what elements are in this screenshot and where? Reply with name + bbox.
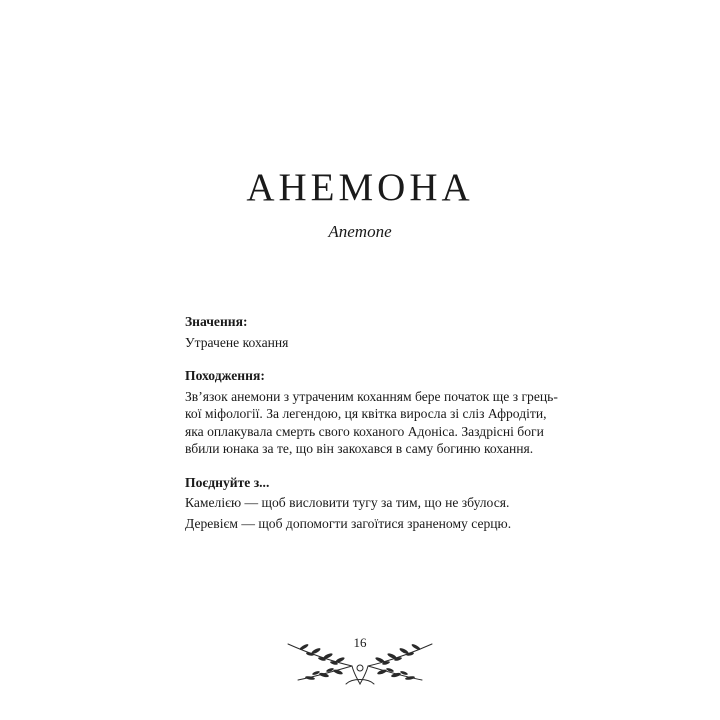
- pairing-heading: Поєднуйте з...: [185, 474, 270, 490]
- origin-line: Зв’язок анемони з утраченим коханням бере початок ще з грець-: [185, 388, 558, 404]
- latin-name: Anemone: [328, 222, 392, 241]
- page-number: 16: [353, 635, 367, 650]
- origin-line: кої міфології. За легендою, ця квітка виросла зі сліз Афродіти,: [185, 406, 547, 421]
- origin-text: [185, 388, 558, 458]
- meaning-heading: Значення:: [185, 314, 248, 329]
- pairing-line: Деревієм — щоб допомогти загоїтися зраненому серцю.: [185, 515, 512, 531]
- meaning-text: Утрачене кохання: [185, 334, 289, 350]
- meaning-section: [185, 313, 555, 351]
- pairing-line: Камелією — щоб висловити тугу за тим, що не збулося.: [185, 495, 510, 510]
- entry-body: [185, 313, 558, 548]
- page-title: АНЕМОНА: [246, 166, 474, 209]
- page-footer: [280, 632, 440, 692]
- pairing-section: [185, 474, 555, 533]
- origin-section: [185, 367, 558, 458]
- origin-line: яка оплакувала смерть свого коханого Адоніса. Заздрісні боги: [185, 423, 544, 439]
- origin-heading: Походження:: [185, 368, 265, 383]
- origin-line: вбили юнака за те, що він закохався в саму богиню кохання.: [185, 441, 534, 456]
